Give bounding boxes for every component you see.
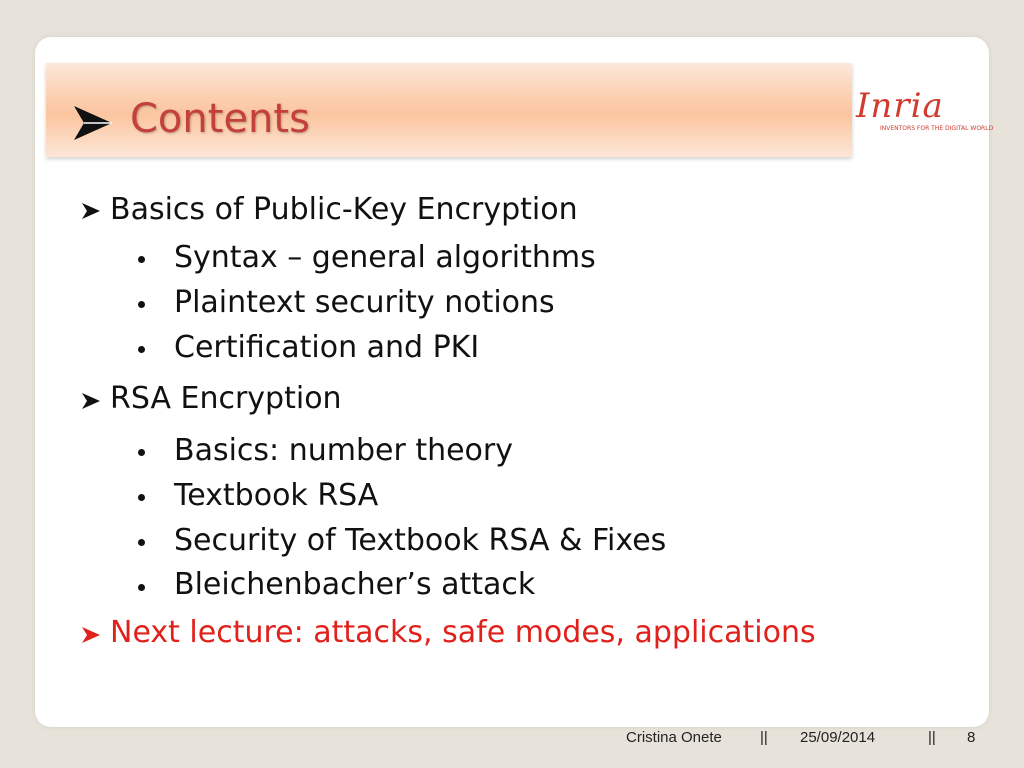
logo-wordmark: Inria: [856, 86, 944, 126]
logo-tagline: INVENTORS FOR THE DIGITAL WORLD: [880, 125, 994, 132]
list-item: Textbook RSA: [174, 478, 379, 513]
list-item: Security of Textbook RSA & Fixes: [174, 523, 667, 558]
bullet-dot: [138, 539, 145, 546]
list-item: Certification and PKI: [174, 330, 480, 365]
bullet-dot: [138, 584, 145, 591]
list-item: Syntax – general algorithms: [174, 240, 596, 275]
section-heading: Basics of Public-Key Encryption: [110, 192, 578, 227]
section-heading-highlight: Next lecture: attacks, safe modes, applications: [110, 615, 816, 650]
footer-date: 25/09/2014: [800, 729, 876, 746]
arrow-bullet-icon: [80, 624, 102, 646]
bullet-dot: [138, 346, 145, 353]
bullet-dot: [138, 494, 145, 501]
inria-logo: [852, 86, 994, 138]
list-item: Plaintext security notions: [174, 285, 555, 320]
bullet-dot: [138, 449, 145, 456]
footer-page-number: 8: [967, 729, 976, 746]
arrow-bullet-icon: [80, 200, 102, 222]
slide-title: Contents: [130, 96, 310, 142]
list-item: Basics: number theory: [174, 433, 513, 468]
footer-author: Cristina Onete: [626, 729, 722, 746]
title-arrow-icon: [70, 100, 116, 146]
list-item: Bleichenbacher’s attack: [174, 567, 536, 602]
footer-separator: ||: [760, 729, 768, 746]
bullet-dot: [138, 301, 145, 308]
arrow-bullet-icon: [80, 390, 102, 412]
bullet-dot: [138, 256, 145, 263]
section-heading: RSA Encryption: [110, 381, 342, 416]
footer-separator: ||: [928, 729, 936, 746]
